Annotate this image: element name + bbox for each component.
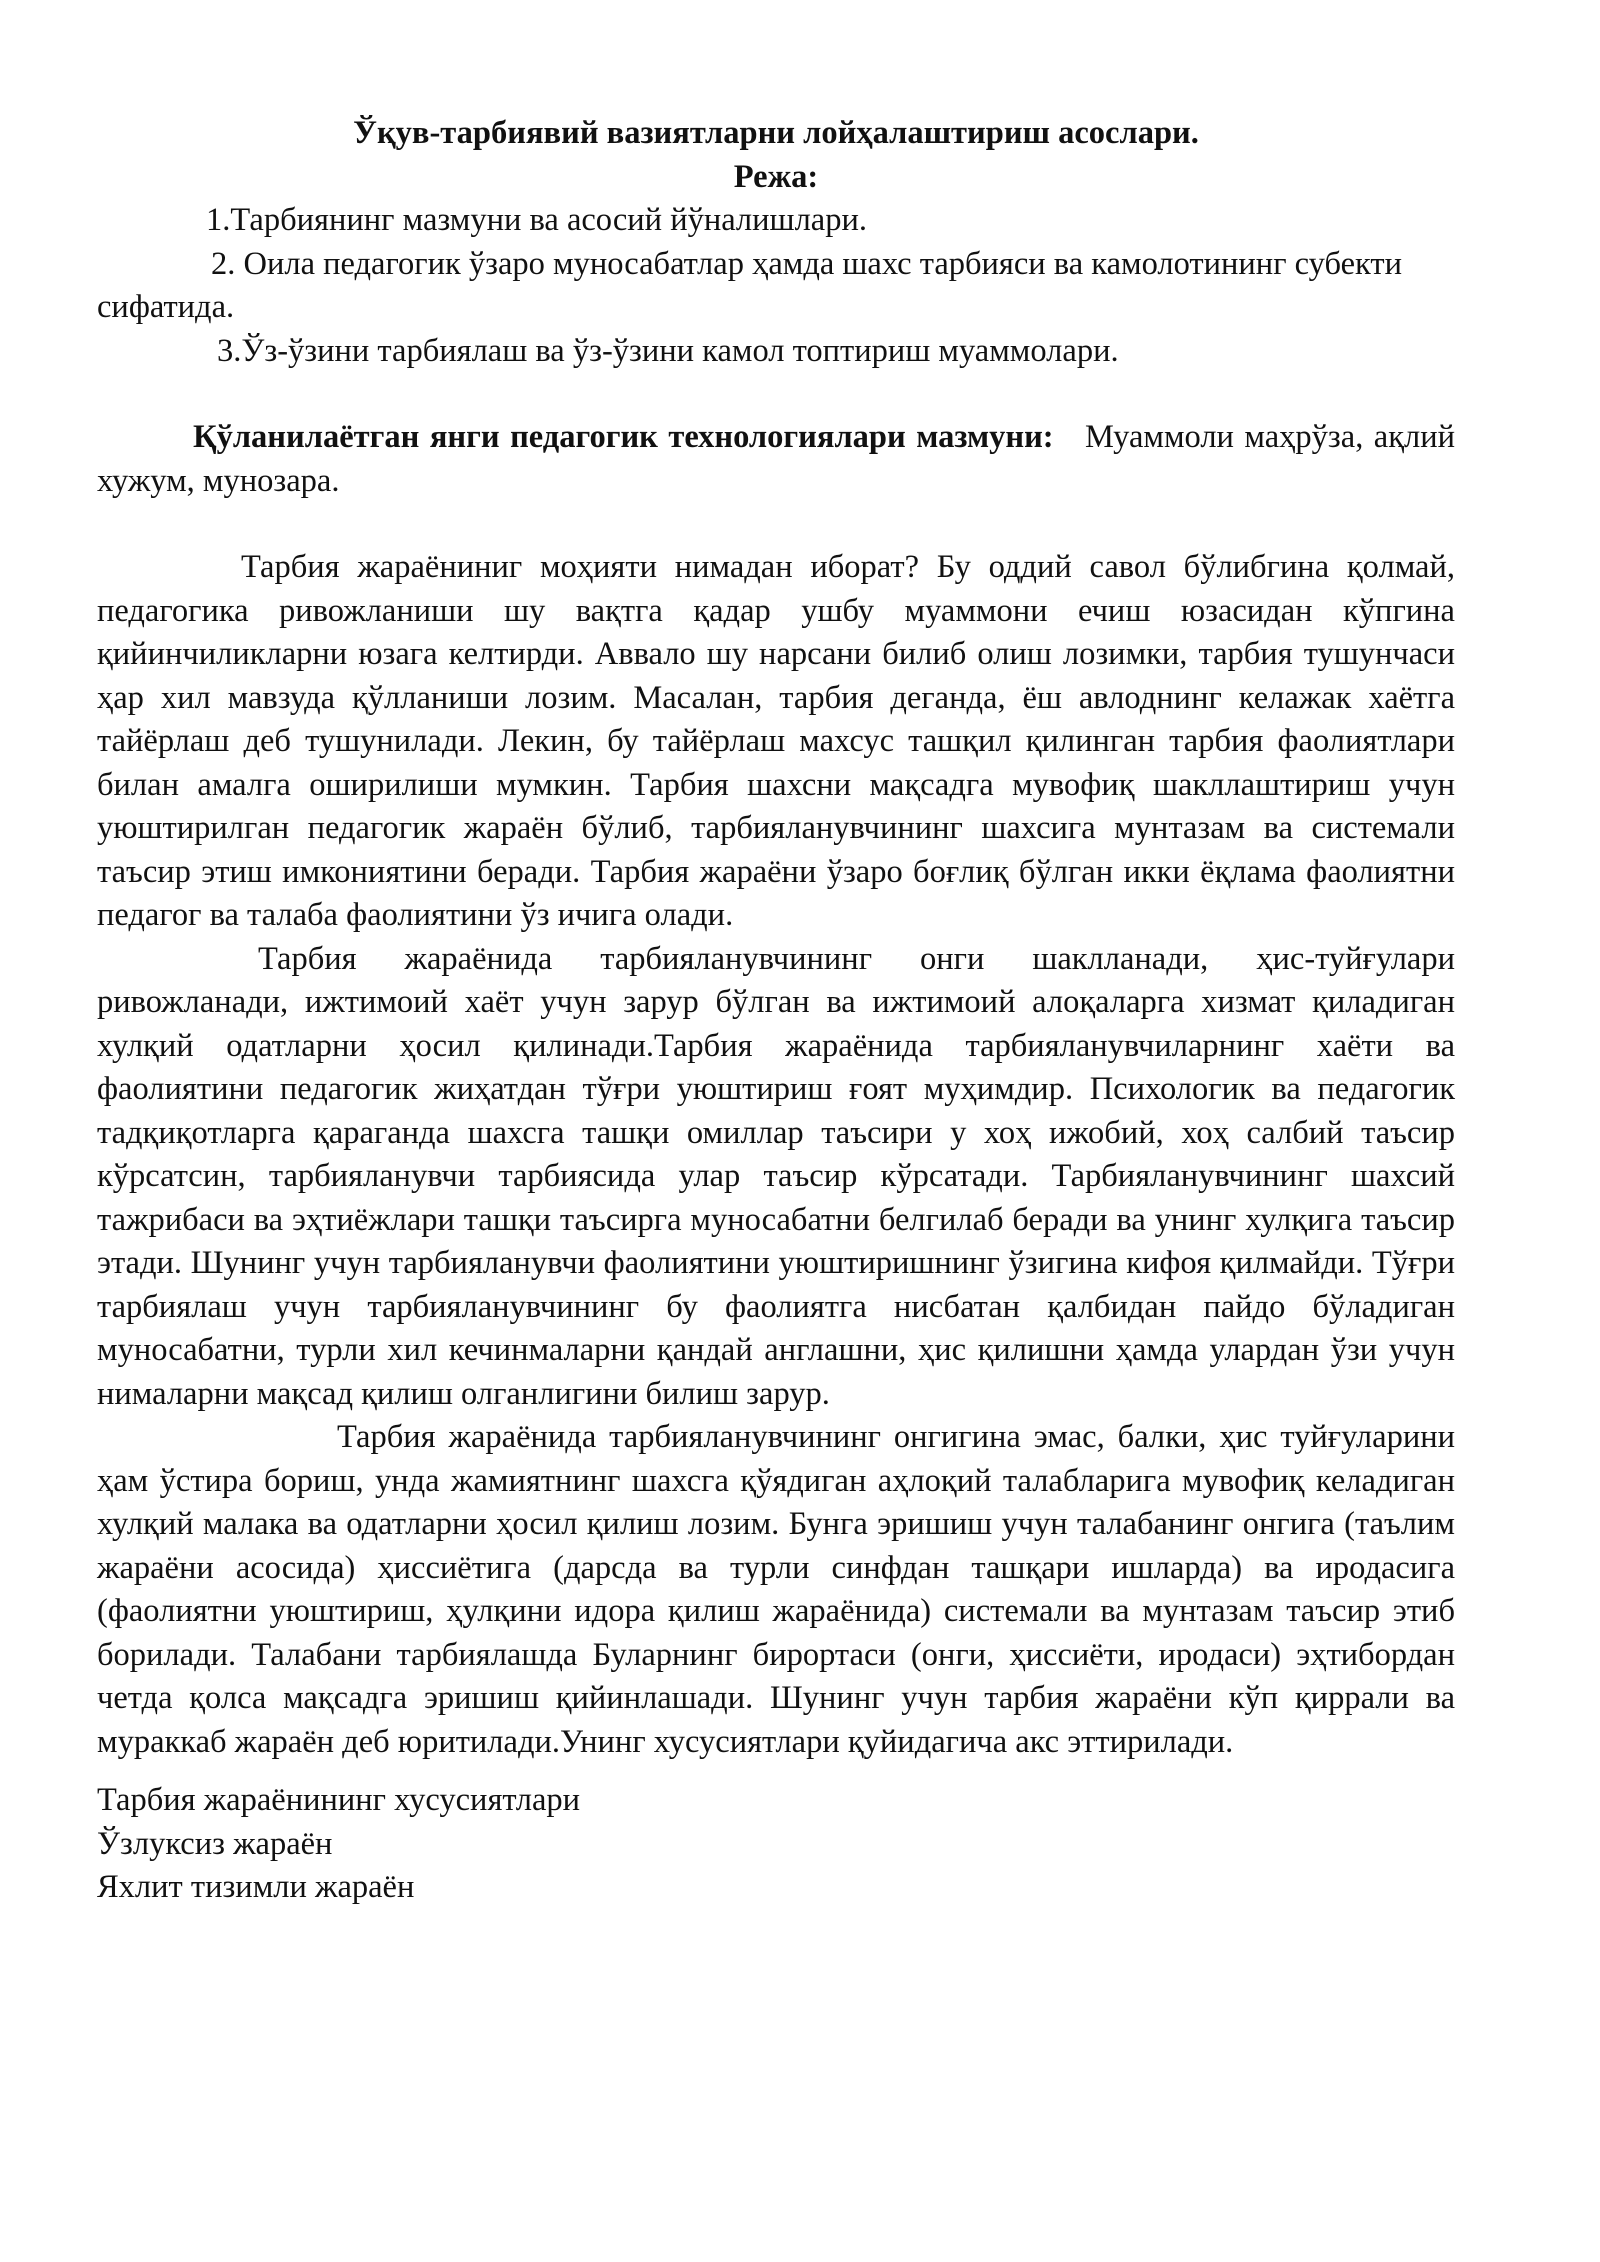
body-paragraph-2: Тарбия жараёнида тарбияланувчининг онги шаклланади, ҳис-туйғулари ривожланади, ижтимоий хаёт учун зарур бўлган ва ижтимоий алоқаларга хизмат қиладиган хулқий одатларни ҳосил қилинади.Тарбия жараёнида тарбияланувчиларнинг хаёти ва фаолиятини педагогик жиҳатдан тўғри уюштириш ғоят муҳимдир. Психологик ва педагогик тадқиқотларга қараганда шахсга ташқи омиллар таъсири у хоҳ ижобий, хоҳ салбий таъсир кўрсатсин, тарбияланувчи тарбиясида улар таъсир кўрсатади. Тарбияланувчининг шахсий тажрибаси ва эҳтиёжлари ташқи таъсирга муносабатни белгилаб беради ва унинг хулқига таъсир этади. Шунинг учун тарбияланувчи фаолиятини уюштиришнинг ўзигина кифоя қилмайди. Тўғри тарбиялаш учун тарбияланувчининг бу фаолиятга нисбатан қалбидан пайдо бўладиган муносабатни, турли хил кечинмаларни қандай англашни, ҳис қилишни ҳамда улардан ўзи учун нималарни мақсад қилиш олганлигини билиш зарур. <box>97 940 1455 1412</box>
spacer <box>97 373 1455 416</box>
features-heading: Тарбия жараёнининг хусусиятлари <box>97 1782 581 1818</box>
spacer <box>97 1764 1455 1779</box>
plan-item-3: 3.Ўз-ўзини тарбиялаш ва ўз-ўзини камол топтириш муаммолари. <box>217 332 1119 369</box>
spacer <box>97 503 1455 546</box>
plan-heading: Режа: <box>733 158 819 195</box>
document-title: Ўқув-тарбиявий вазиятларни лойҳалаштириш асослари. <box>353 115 1199 151</box>
technologies-text: Муаммоли маҳрўза, ақлий хужум, мунозара. <box>97 419 1456 499</box>
technologies-label: Қўланилаётган янги педагогик технологиялари мазмуни: <box>193 419 1054 455</box>
plan-item-1: 1.Тарбиянинг мазмуни ва асосий йўналишлари. <box>206 202 867 238</box>
document-page <box>97 112 1455 1910</box>
feature-item: Ўзлуксиз жараён <box>97 1825 333 1862</box>
technologies-paragraph <box>97 416 1455 503</box>
feature-item: Яхлит тизимли жараён <box>97 1869 415 1905</box>
body-paragraph-1: Тарбия жараёниниг моҳияти нимадан иборат? Бу оддий савол бўлибгина қолмай, педагогика ривожланиши шу вақтга қадар ушбу муаммони ечиш юзасидан кўпгина қийинчиликларни юзага келтирди. Аввало шу нарсани билиб олиш лозимки, тарбия тушунчаси ҳар хил мавзуда қўлланиши лозим. Масалан, тарбия деганда, ёш авлоднинг келажак хаётга тайёрлаш деб тушунилади. Лекин, бу тайёрлаш махсус ташқил қилинган тарбия фаолиятлари билан амалга оширилиши мумкин. Тарбия шахсни мақсадга мувофиқ шакллаштириш учун уюштирилган педагогик жараён бўлиб, тарбияланувчининг шахсига мунтазам ва системали таъсир этиш имкониятини беради. Тарбия жараёни ўзаро боғлиқ бўлган икки ёқлама фаолиятни педагог ва талаба фаолиятини ўз ичига олади. <box>97 549 1455 933</box>
body-paragraph-3: Тарбия жараёнида тарбияланувчининг онгигина эмас, балки, ҳис туйғуларини ҳам ўстира бориш, унда жамиятнинг шахсга қўядиган аҳлоқий талабларига мувофиқ келадиган хулқий малака ва одатларни ҳосил қилиш лозим. Бунга эришиш учун талабанинг онгига (таълим жараёни асосида) ҳиссиётига (дарсда ва турли синфдан ташқари ишларда) ва иродасига (фаолиятни уюштириш, ҳулқини идора қилиш жараёнида) системали ва мунтазам таъсир этиб борилади. Талабани тарбиялашда Буларнинг бирортаси (онги, ҳиссиёти, иродаси) эҳтибордан четда қолса мақсадга эришиш қийинлашади. Шунинг учун тарбия жараёни кўп қиррали ва мураккаб жараён деб юритилади.Унинг хусусиятлари қуйидагича акс эттирилади. <box>97 1419 1455 1760</box>
plan-item-2: 2. Оила педагогик ўзаро муносабатлар ҳамда шахс тарбияси ва камолотининг субекти сифатида. <box>97 245 1402 325</box>
